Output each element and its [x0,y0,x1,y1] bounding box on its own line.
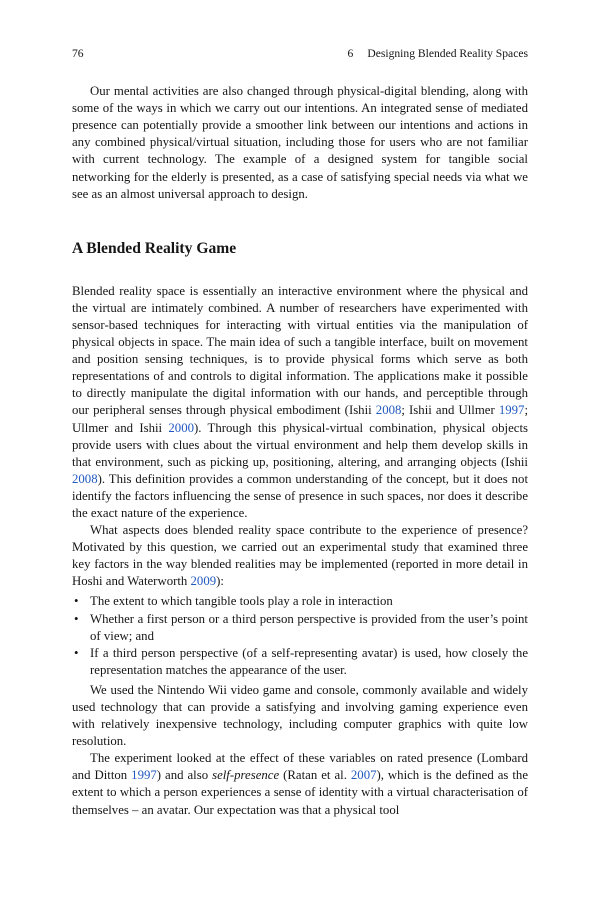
text-run: ) and also [156,768,213,783]
bullet-text [90,646,528,677]
citation-year-link[interactable]: 1997 [131,768,157,783]
citation-year-link[interactable]: 2000 [168,420,194,435]
citation-year-link[interactable]: 1997 [498,403,525,418]
chapter-title: Designing Blended Reality Spaces [367,47,528,60]
bullet-text [90,594,393,608]
text-run: Whether a first person or a third person perspective is provided from the user’s point of view; and [90,611,528,643]
bullet-marker: • [74,594,79,609]
bullet-marker: • [74,645,79,660]
text-run: ), which is the defined as the extent to which a person experiences a sense of identity with a virtual characterisation of themselves – an avatar. Our expectation was that a physical tool [72,768,528,817]
citation-year-link[interactable]: 2008 [375,403,402,418]
list-item [72,611,528,645]
paragraph-experiment [72,750,528,818]
citation-year-link[interactable]: 2009 [190,574,217,589]
paragraph-nintendo-wii [72,682,528,750]
italic-text: self-presence [212,768,280,783]
page-number: 76 [72,47,84,60]
text-run: ). This definition provides a common understanding of the concept, but it does not identify the factors influencing the sense of presence in such spaces, nor does it describe the exact nature of the experience. [72,471,528,520]
text-run: The extent to which tangible tools play a role in interaction [90,594,393,609]
paragraph-what-aspects [72,522,528,590]
list-item [72,645,528,679]
bullet-text [90,612,528,643]
text-run: ; Ishii and Ullmer [401,403,499,418]
text-run: The experiment looked at the effect of these variables on rated presence (Lombard and Ditton [72,751,528,783]
citation-year-link[interactable]: 2007 [350,768,377,783]
chapter-number: 6 [347,47,354,60]
text-run: If a third person perspective (of a self-representing avatar) is used, how closely the representation matches the appearance of the user. [90,645,528,677]
text-run: ). Through this physical-virtual combination, physical objects provide users with clues about the virtual environment and help them develop skills in that environment, such as picking up, positioning, altering, and arranging objects (Ishii [72,420,528,469]
bullet-marker: • [74,611,79,626]
section-title: A Blended Reality Game [72,239,237,257]
paragraph-intro [72,83,528,203]
bullet-list [72,593,528,678]
text-run: Blended reality space is essentially an interactive environment where the physical and the virtual are intimately combined. A number of researchers have experimented with sensor-based techniques for interacting with virtual entities via the manipulation of physical objects in space. The main idea of such a tangible interface, built on movement and position sensing techniques, is to provide physical forms which serve as both representations of and controls to digital information. The applications make it possible to directly manipulate the digital information with our hands, and perceptible through our peripheral senses through physical embodiment (Ishii [72,283,528,418]
text-run: What aspects does blended reality space contribute to the experience of presence? Motivated by this question, we carried out an experimental study that examined three key factors in the way blended realities may be implemented (reported in more detail in Hoshi and Waterworth [72,523,528,589]
text-run: Our mental activities are also changed through physical-digital blending, along with some of the ways in which we carry out our intentions. An integrated sense of mediated presence can potentially provide a smoother link between our intentions and actions in any combined physical/virtual situation, including those for users who are not familiar with current technology. The example of a designed system for tangible social networking for the elderly is presented, as a case of satisfying special needs via what we see as an almost universal approach to design. [72,84,528,201]
text-run: (Ratan et al. [279,768,351,783]
list-item [72,593,528,610]
page-header [72,45,528,62]
paragraph-blended-reality [72,283,528,522]
citation-year-link[interactable]: 2008 [72,471,98,486]
text-run: ; Ullmer and Ishii [72,403,528,435]
text-run: We used the Nintendo Wii video game and console, commonly available and widely used technology that can provide a satisfying and involving gaming experience even with relatively inexpensive technology, including computer graphics with quite low resolution. [72,682,528,749]
text-run: ): [216,574,224,589]
running-head [348,45,528,62]
